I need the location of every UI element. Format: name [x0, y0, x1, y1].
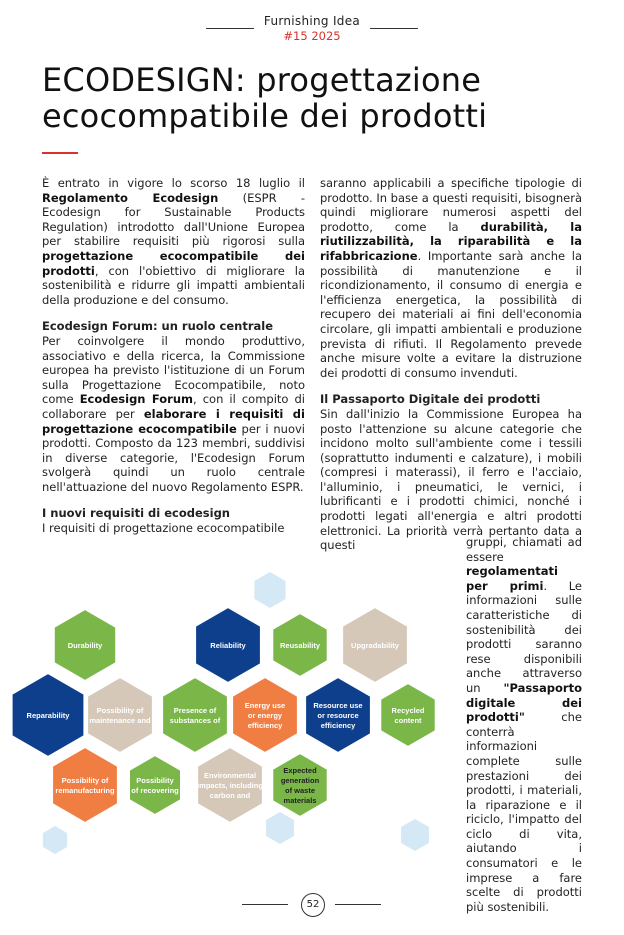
- hexagon-item: [342, 607, 408, 683]
- hexagon-item: [197, 747, 263, 823]
- hexagon-item: [87, 677, 153, 753]
- hexagon-label: or energy: [247, 711, 283, 720]
- hexagon-label: Reliability: [210, 641, 246, 650]
- hexagon-label: Recycled: [391, 706, 425, 715]
- hexagon-item: [232, 677, 298, 753]
- issue-number: #15 2025: [283, 29, 341, 43]
- hexagon-label: Environmental: [203, 771, 257, 780]
- hexagon-shape: [380, 683, 435, 747]
- hexagon-label: generation: [280, 776, 320, 785]
- hexagon-label: of waste: [284, 786, 316, 795]
- hexagon-label: Possibility of: [61, 776, 109, 785]
- forum-paragraph: Per coinvolgere il mondo produttivo, associativo e della ricerca, la Commissione europea ha previsto l'istituzione di un Forum sulla Progettazione Ecocompatibile, noto come Ecodesign Forum, con il compito di collaborare per elaborare i requisiti di progettazione ecocompatibile per i nuovi prodotti. Composto da 123 membri, suddivisi in diverse categorie, l'Ecodesign Forum svolgerà quindi un ruolo centrale nell'attuazione del nuovo Regolamento ESPR.: [42, 333, 305, 494]
- hexagon-label: Possibility: [136, 776, 174, 785]
- hexagon-label: Energy use: [244, 701, 286, 710]
- hexagon-item: [162, 677, 228, 753]
- hexagon-label: Possibility of: [96, 706, 144, 715]
- left-column: [42, 176, 305, 536]
- passport-paragraph: Sin dall'inizio la Commissione Europea ha posto l'attenzione su alcune categorie che incidono molto sull'ambiente come i tessili (soprattutto indumenti e calzature), i mobili (compresi i materassi), il ferro e l'acciaio, l'alluminio, i pneumatici, le vernici, i lubrificanti e i prodotti chimici, nonché i prodotti legati all'energia e altri prodotti elettronici. La priorità verrà pertanto data a questi: [320, 406, 582, 553]
- hexagon-label: impacts, including: [197, 781, 263, 790]
- hexagon-shape: [129, 755, 181, 815]
- hexagon-label: Reusability: [279, 641, 321, 650]
- magazine-name: Furnishing Idea: [263, 14, 361, 28]
- hexagon-label: carbon and: [209, 791, 251, 800]
- hexagon-label: efficiency: [247, 721, 283, 730]
- hexagon-label: of recovering: [131, 786, 179, 795]
- ecodesign-hexagon-diagram: [0, 560, 460, 860]
- section-heading-requirements: I nuovi requisiti di ecodesign: [42, 506, 230, 521]
- hexagon-item: [129, 755, 181, 815]
- hexagon-shape: [52, 747, 118, 823]
- hexagon-label: Expected: [283, 766, 317, 775]
- hexagon-item: [380, 683, 435, 747]
- decorative-hexagon: [401, 819, 429, 851]
- title-underline: [42, 152, 78, 154]
- decorative-hexagon: [43, 826, 67, 854]
- hexagon-item: [195, 607, 261, 683]
- hexagon-label: Reparability: [26, 711, 70, 720]
- footer-rule-right: [335, 904, 381, 905]
- hexagon-item: [272, 613, 327, 677]
- header: [0, 14, 624, 43]
- hexagon-label: maintenance and: [89, 716, 151, 725]
- hexagon-item: [272, 753, 327, 817]
- requirement-hexagons: [12, 607, 436, 823]
- section-heading-forum: Ecodesign Forum: un ruolo centrale: [42, 319, 274, 334]
- hexagon-label: or resource: [317, 711, 359, 720]
- hexagon-shape: [162, 677, 228, 753]
- footer-rule-left: [242, 904, 288, 905]
- hexagon-shape: [272, 753, 327, 817]
- hexagon-item: [52, 747, 118, 823]
- hexagon-label: Durability: [67, 641, 103, 650]
- article-title: ECODESIGN: progettazione ecocompatibile dei prodotti: [42, 61, 488, 135]
- hexagon-label: Presence of: [173, 706, 217, 715]
- hexagon-label: Resource use: [313, 701, 363, 710]
- right-column: [320, 176, 582, 553]
- passport-continued: gruppi, chiamati ad essere regolamentati per primi. Le informazioni sulle caratteristiche di sostenibilità dei prodotti saranno rese disponibili anche attraverso un "Passaporto digitale dei prodotti" che conterrà informazioni complete sulle prestazioni dei prodotti, i materiali, la riparazione e il riciclo, l'impatto del ciclo di vita, aiutando i consumatori e le imprese a fare scelte di prodotti più sostenibili.: [466, 535, 582, 914]
- requirements-paragraph: I requisiti di progettazione ecocompatibile: [42, 521, 285, 536]
- intro-paragraph: È entrato in vigore lo scorso 18 luglio il Regolamento Ecodesign (ESPR - Ecodesign for Sustainable Products Regulation) introdotto dall'Unione Europea per stabilire requisiti più rigorosi sulla progettazione ecocompatibile dei prodotti, con l'obiettivo di migliorare la sostenibilità e ridurre gli impatti ambientali della produzione e del consumo.: [42, 176, 305, 307]
- hexagon-item: [12, 673, 85, 757]
- hexagon-label: Upgradability: [351, 641, 399, 650]
- narrow-column: [466, 535, 582, 914]
- hexagon-label: remanufacturing: [55, 786, 115, 795]
- hexagon-label: efficiency: [320, 721, 356, 730]
- hexagon-item: [305, 677, 371, 753]
- section-heading-passport: Il Passaporto Digitale dei prodotti: [320, 392, 541, 407]
- hexagon-label: content: [394, 716, 422, 725]
- hexagon-item: [54, 609, 116, 681]
- hexagon-label: substances of: [169, 716, 221, 725]
- requirements-continued: saranno applicabili a specifiche tipologie di prodotto. In base a questi requisiti, bisognerà quindi migliorare numerosi aspetti del prodotto, come la durabilità, la riutilizzabilità, la riparabilità e la rifabbricazione. Importante sarà anche la possibilità di manutenzione e il ricondizionamento, il consumo di energia e l'efficienza energetica, la possibilità di recupero dei materiali ai fini dell'economia circolare, gli impatti ambientali e produzione prevista di rifiuti. Il Regolamento prevede anche misure volte a evitare la distruzione dei prodotti di consumo invenduti.: [320, 176, 583, 380]
- decorative-hexagon: [254, 572, 285, 608]
- page-number: 52: [301, 893, 325, 917]
- hexagon-label: materials: [283, 796, 317, 805]
- hexagon-shape: [87, 677, 153, 753]
- decorative-hexagon: [266, 812, 294, 844]
